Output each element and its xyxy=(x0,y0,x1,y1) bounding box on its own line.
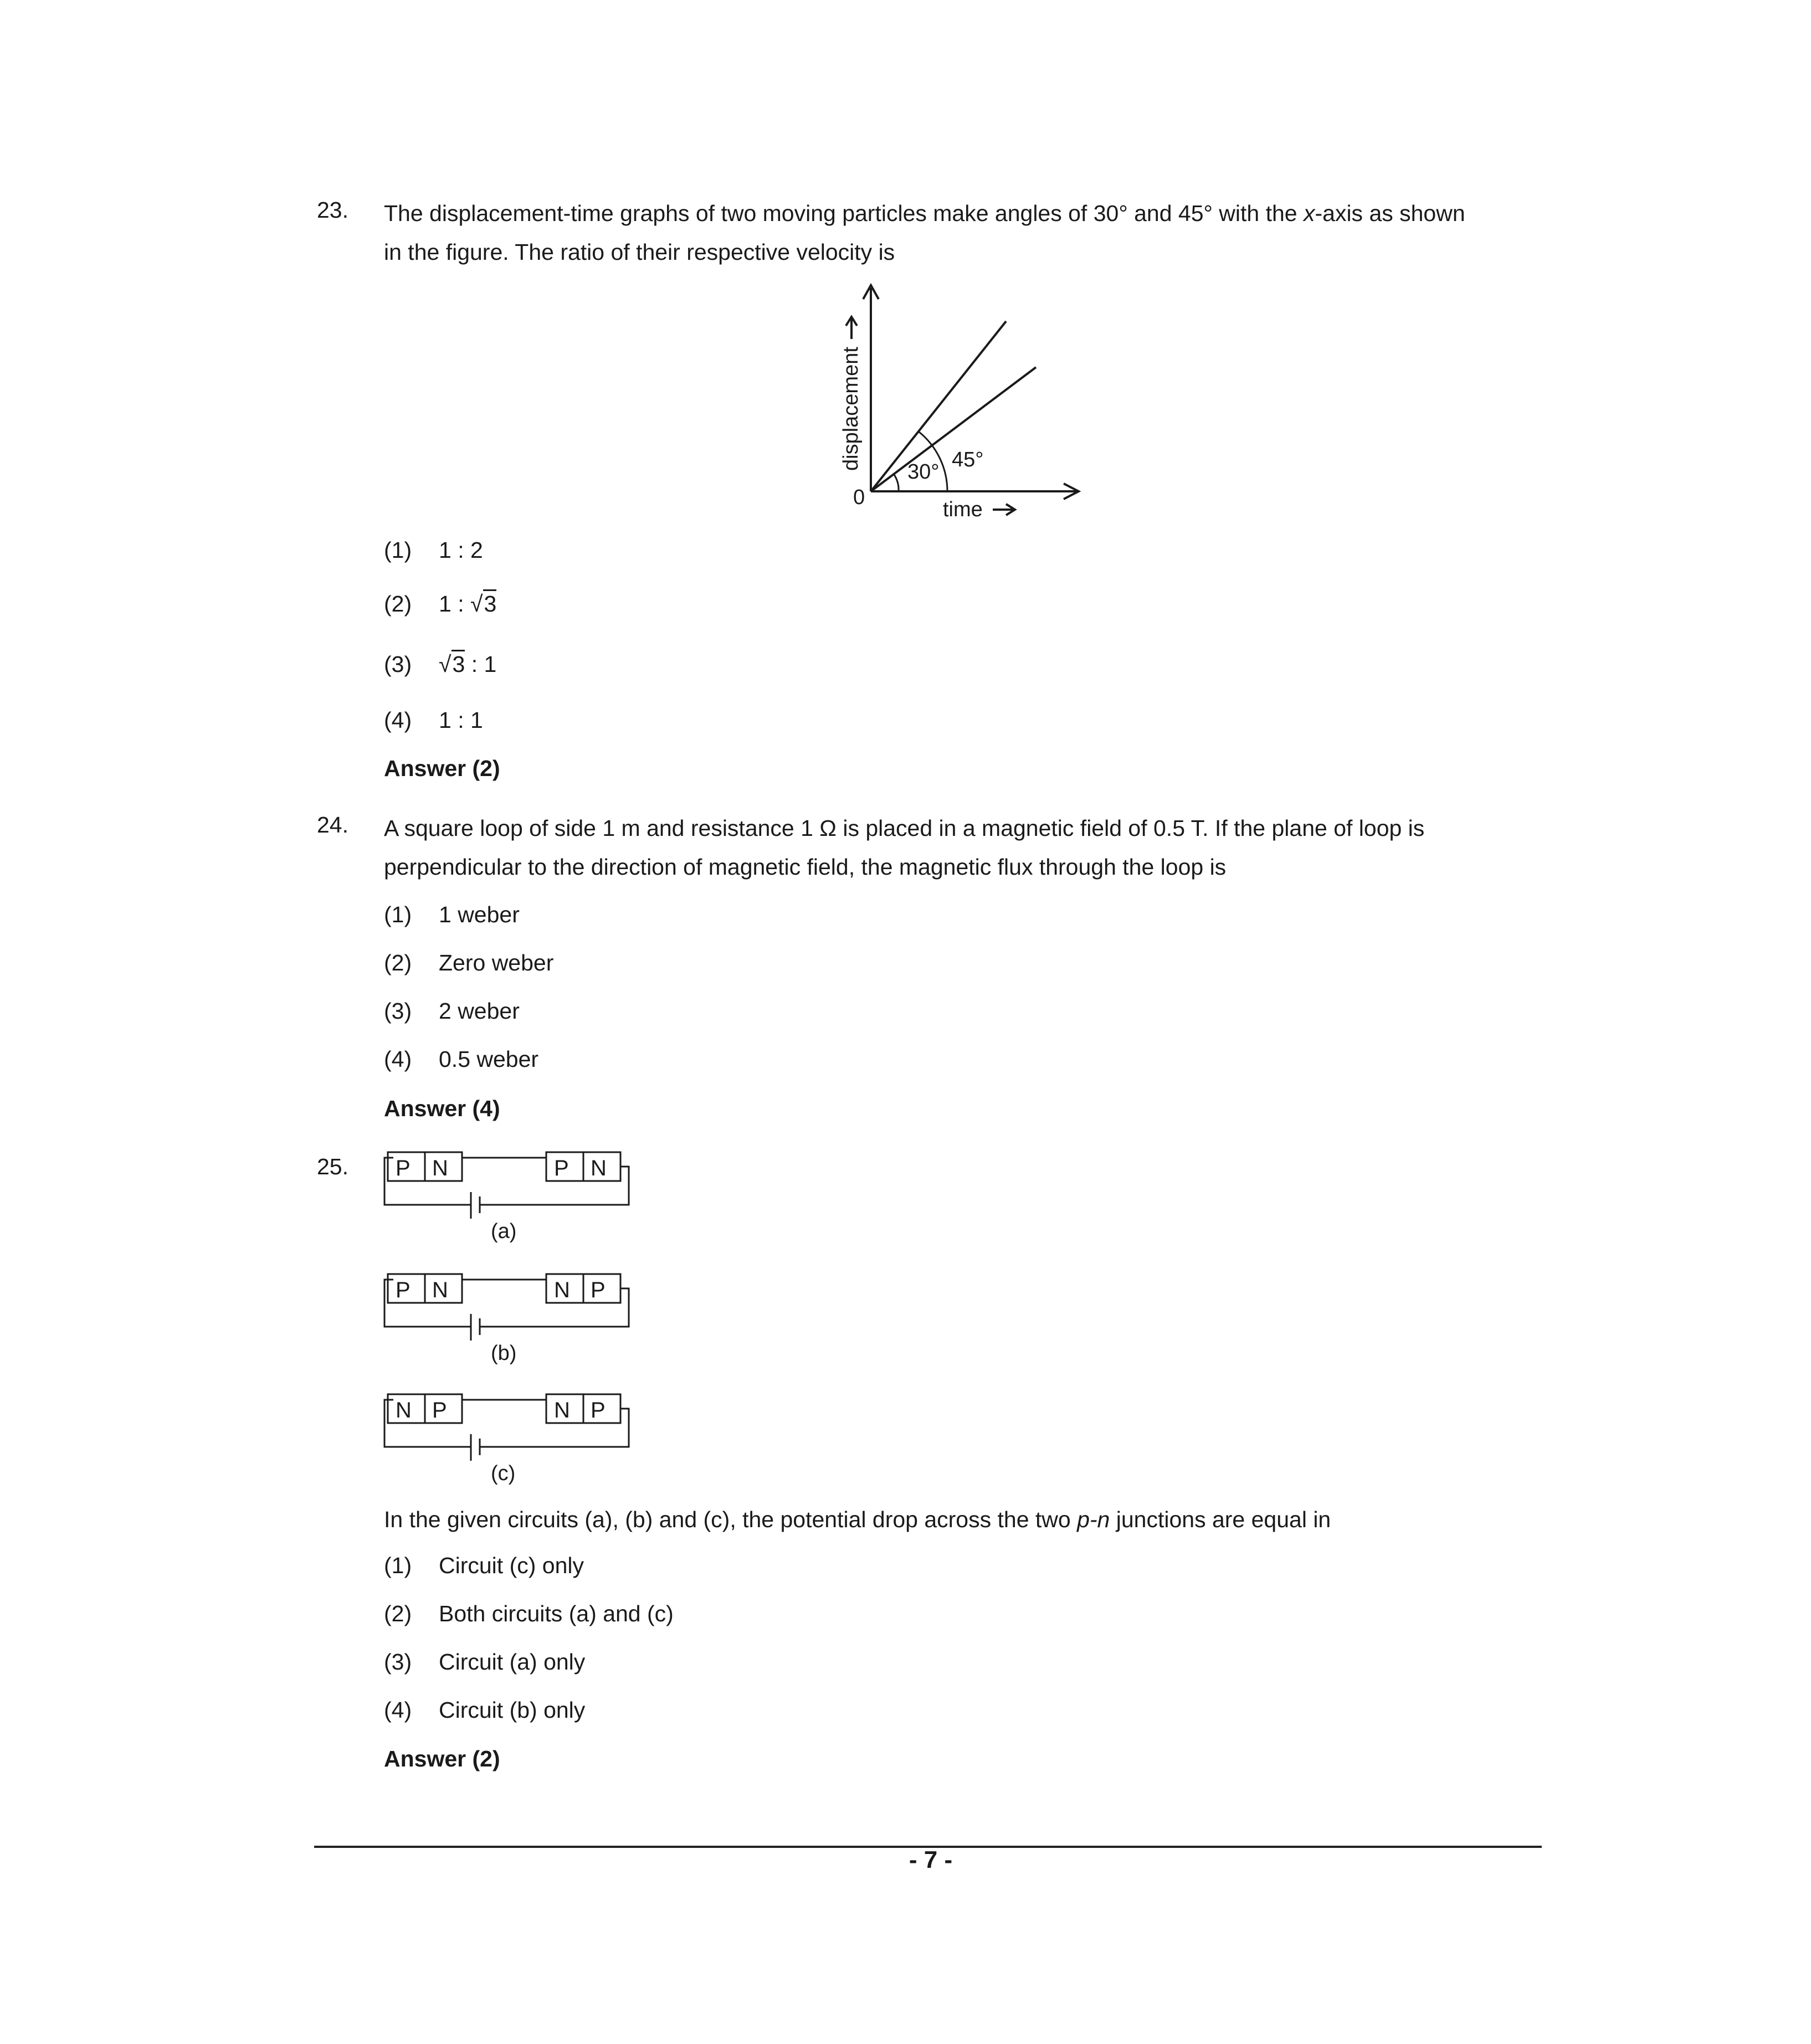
circuit-b-right-2: P xyxy=(591,1278,606,1302)
circuit-b-left-1: P xyxy=(396,1278,411,1302)
question-24-text-line2: perpendicular to the direction of magnetic field, the magnetic flux through the loop is xyxy=(384,854,1227,880)
q24-option-1-text: 1 weber xyxy=(439,902,520,927)
q25-stem-post: junctions are equal in xyxy=(1110,1507,1331,1532)
question-25-stem xyxy=(384,1500,1331,1539)
q23-answer: Answer (2) xyxy=(384,756,500,781)
circuit-a-left-1: P xyxy=(396,1156,411,1180)
circuit-c-label: (c) xyxy=(491,1462,516,1485)
question-23-text-line2: in the figure. The ratio of their respective velocity is xyxy=(384,239,895,265)
q23-option-2-pre: 1 : xyxy=(439,591,470,617)
sqrt-icon: √3 xyxy=(470,591,496,617)
circuit-c xyxy=(377,1389,643,1488)
question-25-number: 25. xyxy=(317,1154,348,1179)
q25-option-3-text: Circuit (a) only xyxy=(439,1649,586,1675)
q25-answer: Answer (2) xyxy=(384,1746,500,1771)
circuit-a-right-1: P xyxy=(554,1156,569,1180)
displacement-time-graph xyxy=(825,277,1091,521)
q23-option-2-radicand: 3 xyxy=(483,589,497,617)
y-axis-label: displacement xyxy=(839,347,863,471)
question-23-text-line1 xyxy=(384,194,1465,233)
origin-label: 0 xyxy=(853,486,865,509)
q24-option-3-text: 2 weber xyxy=(439,998,520,1024)
circuit-a-right-2: N xyxy=(591,1156,607,1180)
angle-label-30: 30° xyxy=(907,460,940,484)
q24-option-2-text: Zero weber xyxy=(439,950,554,975)
q23-option-1-text: 1 : 2 xyxy=(439,537,483,563)
q25-option-2-text: Both circuits (a) and (c) xyxy=(439,1601,674,1626)
angle-label-45: 45° xyxy=(952,448,984,471)
page-number: - 7 - xyxy=(909,1846,953,1873)
q23-option-3-number: (3) xyxy=(384,651,412,677)
q25-stem-italic: p-n xyxy=(1077,1507,1110,1532)
q23-option-4-text: 1 : 1 xyxy=(439,707,483,733)
q25-option-4-text: Circuit (b) only xyxy=(439,1697,586,1723)
q24-option-2-number: (2) xyxy=(384,950,412,975)
question-23-number: 23. xyxy=(317,197,348,223)
q23-text-part1: The displacement-time graphs of two moving particles make angles of 30° and 45° with the xyxy=(384,201,1304,226)
circuit-b-label: (b) xyxy=(491,1342,517,1365)
sqrt-icon: √3 xyxy=(439,651,465,677)
q23-option-1-number: (1) xyxy=(384,537,412,563)
q25-option-4-number: (4) xyxy=(384,1697,412,1723)
q25-option-1-text: Circuit (c) only xyxy=(439,1553,584,1578)
x-axis-label-arrow-icon xyxy=(993,504,1015,515)
q25-option-2-number: (2) xyxy=(384,1601,412,1626)
q23-option-2-number: (2) xyxy=(384,591,412,617)
circuit-c-left-2: P xyxy=(432,1398,447,1422)
q23-text-part2: -axis as shown xyxy=(1315,201,1465,226)
q25-option-3-number: (3) xyxy=(384,1649,412,1675)
q25-option-1-number: (1) xyxy=(384,1553,412,1578)
y-axis-label-arrow-icon xyxy=(846,317,857,339)
q24-option-1-number: (1) xyxy=(384,902,412,927)
q23-option-4-number: (4) xyxy=(384,707,412,733)
q23-option-3-post: : 1 xyxy=(465,651,497,677)
q24-option-3-number: (3) xyxy=(384,998,412,1024)
q24-option-4-number: (4) xyxy=(384,1046,412,1072)
circuit-a-label: (a) xyxy=(491,1220,517,1243)
circuit-c-right-1: N xyxy=(554,1398,570,1422)
q25-stem-pre: In the given circuits (a), (b) and (c), the potential drop across the two xyxy=(384,1507,1078,1532)
circuit-c-left-1: N xyxy=(396,1398,412,1422)
q23-option-3-text xyxy=(439,651,496,677)
q23-x-italic: x xyxy=(1303,201,1315,226)
question-24-text-line1: A square loop of side 1 m and resistance 1 Ω is placed in a magnetic field of 0.5 T. If the plane of loop is xyxy=(384,815,1425,841)
circuit-c-right-2: P xyxy=(591,1398,606,1422)
circuit-a xyxy=(377,1147,643,1246)
circuit-b-right-1: N xyxy=(554,1278,570,1302)
q24-answer: Answer (4) xyxy=(384,1096,500,1121)
q23-option-2-text xyxy=(439,591,496,617)
q23-option-3-radicand: 3 xyxy=(452,650,465,677)
question-24-number: 24. xyxy=(317,812,348,838)
circuit-a-left-2: N xyxy=(432,1156,448,1180)
circuit-b-left-2: N xyxy=(432,1278,448,1302)
x-axis-label: time xyxy=(943,498,983,521)
q24-option-4-text: 0.5 weber xyxy=(439,1046,539,1072)
circuit-b xyxy=(377,1268,643,1368)
angle-arc-30 xyxy=(894,475,899,491)
